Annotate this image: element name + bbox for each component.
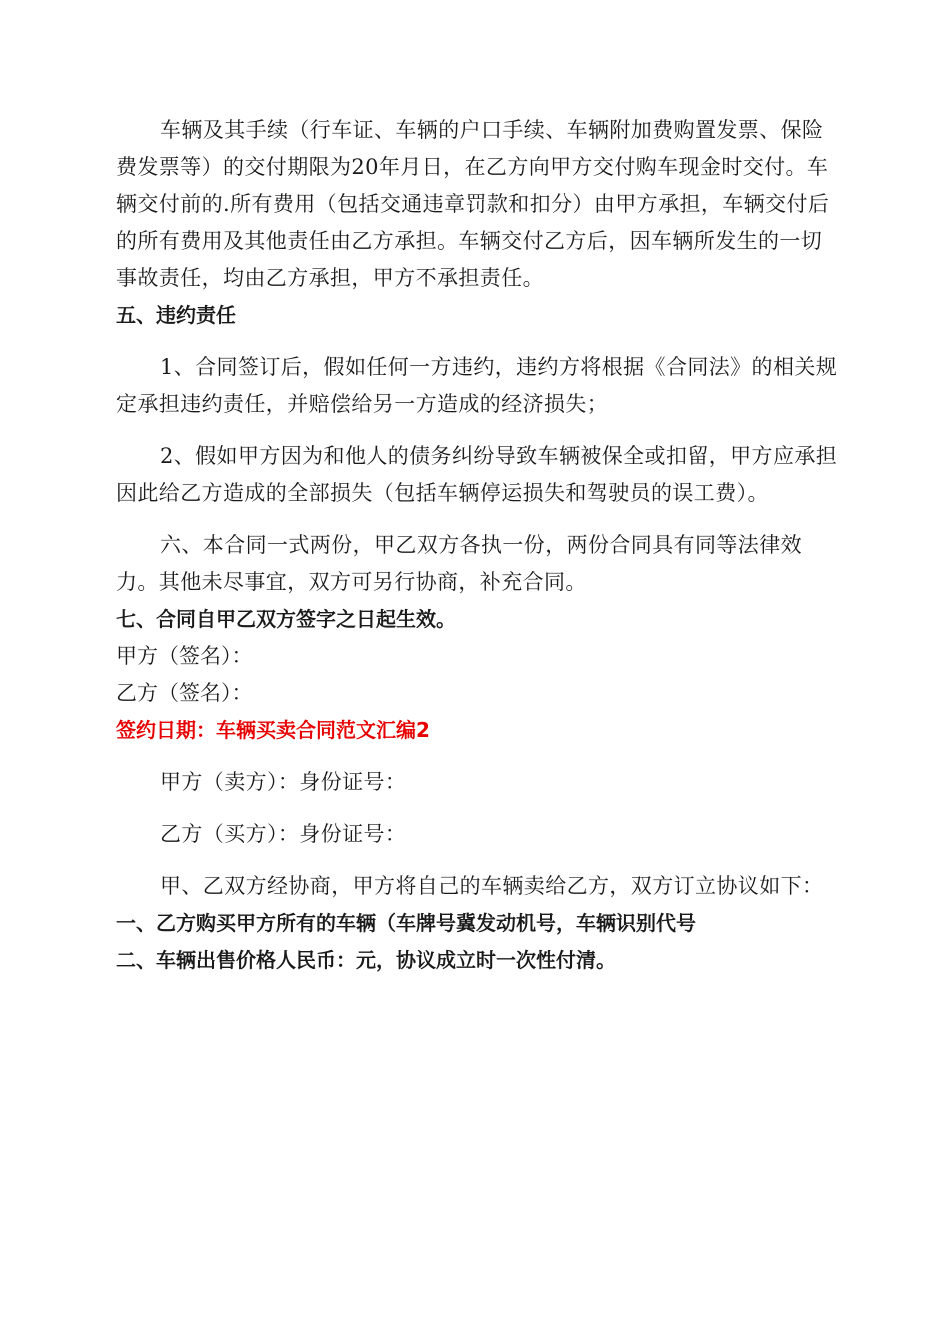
paragraph-delivery: 车辆及其手续（行车证、车辆的户口手续、车辆附加费购置发票、保险费发票等）的交付期限为20年月日，在乙方向甲方交付购车现金时交付。车辆交付前的.所有费用（包括交通违章罚款和扣分）由甲方承担，车辆交付后的所有费用及其他责任由乙方承担。车辆交付乙方后，因车辆所发生的一切事故责任，均由乙方承担，甲方不承担责任。 (116, 118, 830, 290)
paragraph-agreement: 甲、乙双方经协商，甲方将自己的车辆卖给乙方，双方订立协议如下： (160, 874, 824, 898)
heading-effective: 七、合同自甲乙双方签字之日起生效。 (116, 607, 456, 631)
signature-party-b: 乙方（签名）： (116, 681, 253, 705)
party-b-buyer: 乙方（买方）：身份证号： (160, 822, 407, 846)
heading-clause-1: 一、乙方购买甲方所有的车辆（车牌号冀发动机号，车辆识别代号 (116, 911, 696, 935)
paragraph-breach-2: 2、假如甲方因为和他人的债务纠纷导致车辆被保全或扣留，甲方应承担因此给乙方造成的全部损失（包括车辆停运损失和驾驶员的误工费）。 (116, 444, 838, 505)
paragraph-copies: 六、本合同一式两份，甲乙双方各执一份，两份合同具有同等法律效力。其他未尽事宜，双方可另行协商，补充合同。 (116, 533, 802, 594)
signature-party-a: 甲方（签名）： (116, 644, 253, 668)
party-a-seller: 甲方（卖方）：身份证号： (160, 770, 407, 794)
heading-sign-date: 签约日期：车辆买卖合同范文汇编2 (116, 718, 430, 742)
paragraph-breach-1: 1、合同签订后，假如任何一方违约，违约方将根据《合同法》的相关规定承担违约责任，并赔偿给另一方造成的经济损失； (116, 355, 838, 416)
heading-breach: 五、违约责任 (116, 303, 236, 327)
heading-clause-2: 二、车辆出售价格人民币：元，协议成立时一次性付清。 (116, 948, 616, 972)
